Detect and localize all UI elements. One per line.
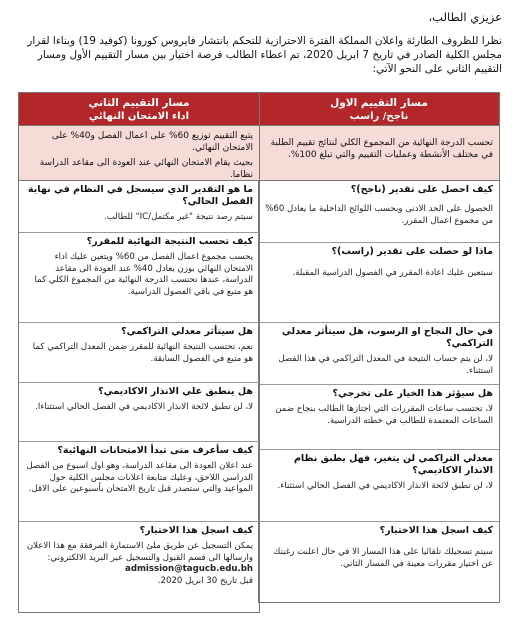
track1-summary-text: تحسب الدرجة النهائية من المجموع الكلي لنتائج تقييم الطلبة في مختلف الأنشطة وعمليات التقييم والتي تبلغ 100%. [270,138,493,160]
answer: سيتم رصد نتيجة "غير مكتمل/IC" للطالب. [104,212,253,222]
question: كيف اسجل هذا الاختيار؟ [139,525,253,536]
greeting: عزيزي الطالب، [428,10,502,24]
track1-qa-4 [259,385,499,450]
question: كيف تحسب النتيجة النهائية للمقرر؟ [86,236,253,247]
track2-qa-6 [19,522,259,612]
answer: الحصول على الحد الادنى وبحسب اللوائح الداخلية ما يعادل 60% من مجموع اعمال المقرر. [265,204,493,226]
question: هل سيتأثر معدلي التراكمي؟ [121,326,253,337]
track1-header [259,93,499,125]
track2-qa-4 [19,383,259,442]
track2-title: مسار التقييم الثاني [88,97,190,109]
track1-qa-5 [259,450,499,522]
track2-qa-2 [19,233,259,323]
track1-summary [259,125,499,181]
answer: سيتعين عليك اعادة المقرر في الفصول الدراسية المقبلة. [292,268,493,278]
track2-summary-line1: يتبع التقييم توزيع 60% على اعمال الفصل و40% على الامتحان النهائي. [51,131,253,153]
answer: نعم، تحتسب النتيجة النهائية للمقرر ضمن المعدل التراكمي كما هو متبع في الفصول السابقة. [32,342,253,364]
email-link[interactable]: admission@tagucb.edu.bh [125,564,253,574]
answer-deadline: قبل تاريخ 30 ابريل 2020. [157,575,253,586]
track1-title: مسار التقييم الاول [330,97,428,109]
answer: سيتم تسجيلك تلقائيا على هذا المسار الا في حال اعلنت رغبتك عن اختيار مقررات معينة في المسار الثاني. [273,547,493,569]
answer: لا، لن يتم حساب النتيجة في المعدل التراكمي في هذا الفصل استثناء. [278,354,493,376]
answer: عند اعلان العودة الى مقاعد الدراسة، وهو اول اسبوع من الفصل الدراسي اللاحق، وعليك متابعة اعلانات مجلس الكلية حول المواعيد والتي ستصدر قبل تاريخ الامتحان بأسبوعين على الاقل. [26,461,253,494]
question: معدلي التراكمي لن يتغير، فهل يطبق نظام الانذار الاكاديمي؟ [293,453,493,476]
question: كيف اسجل هذا الاختيار؟ [379,525,493,536]
track2-qa-5 [19,442,259,522]
answer: لا، لن تطبق لائحة الانذار الاكاديمي في الفصل الحالي استثناء. [277,481,493,491]
answer: يحسب مجموع اعمال الفصل من 60% ويتعين عليك اداء الامتحان النهائي بوزن يعادل 40% عند العودة الى مقاعد الدراسة، عندها تحتسب الدرجة النهائية من المجموع الكلي كما هو متبع في باقي الفصول الدراسية. [34,252,253,297]
question: ما هو التقدير الذي سيسجل في النظام في نهاية الفصل الحالي؟ [27,184,253,207]
question: هل ينطبق علي الانذار الاكاديمي؟ [98,386,253,397]
track1-qa-2 [259,243,499,323]
track1-subtitle: ناجح/ راسب [349,111,409,122]
question: هل سيؤثر هذا الخيار على تخرجي؟ [332,388,493,399]
track1-qa-6 [259,522,499,602]
answer: لا، تحتسب ساعات المقررات التي اجتازها الطالب بنجاح ضمن الساعات المعتمدة للطالب في خطته الدراسية. [275,404,493,426]
question: كيف احصل على تقدير (ناجح)؟ [350,184,493,195]
track2-column [18,92,260,613]
question: كيف سأعرف متى تبدأ الامتحانات النهائية؟ [57,445,253,456]
track2-qa-3 [19,323,259,383]
answer [25,541,253,587]
question: في حال النجاح او الرسوب، هل سيتأثر معدلي التراكمي؟ [281,326,493,349]
answer-text: يمكن التسجيل عن طريق ملئ الاستمارة المرفقة مع هذا الاعلان وارسالها الى قسم القبول والتسجيل عبر البريد الالكتروني: [26,541,253,563]
track2-summary-line2: بحيث يقام الامتحان النهائي عند العودة الى مقاعد الدراسة نظاما. [39,158,253,180]
track1-qa-1 [259,181,499,243]
track2-subtitle: اداء الامتحان النهائي [88,111,190,122]
intro-paragraph: نظرا للظروف الطارئة واعلان المملكة الفترة الاحترازية للتحكم بانتشار فايروس كورونا (كوفيد 19) وبناءا لقرار مجلس الكلية الصادر في تاريخ 7 ابريل 2020، تم اعطاء الطالب فرصة اختيار بين مسار التقييم الأول ومسار التقييم الثاني على النحو الآتي: [27,35,502,75]
track1-column [258,92,500,603]
track2-qa-1 [19,181,259,233]
track1-qa-3 [259,323,499,385]
question: ماذا لو حصلت على تقدير (راسب)؟ [331,246,493,257]
track2-header [19,93,259,125]
track2-summary [19,125,259,181]
answer: لا، لن تطبق لائحة الانذار الاكاديمي في الفصل الحالي استثناءا. [35,402,253,412]
